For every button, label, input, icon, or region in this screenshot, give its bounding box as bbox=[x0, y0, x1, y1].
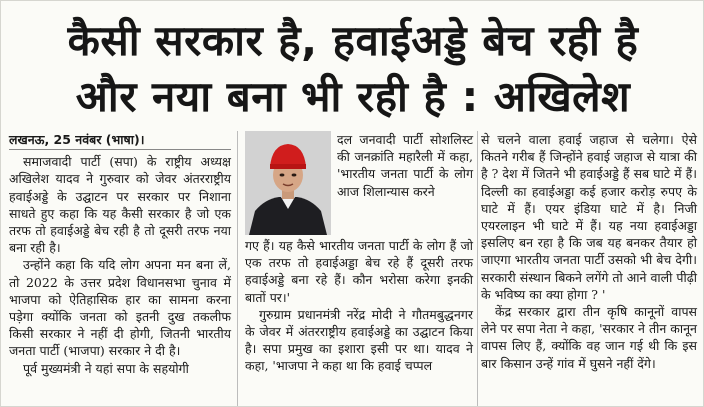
column-1-paragraph-2: उन्होंने कहा कि यदि लोग अपना मन बना लें, तो 2022 के उत्तर प्रदेश विधानसभा चुनाव में भाजपा को ऐतिहासिक हार का सामना करना पड़ेगा क्योंकि जनता को इतनी दुख तकलीफ किसी सरकार ने नहीं दी होगी, जितनी भारतीय जनता पार्टी (भाजपा) सरकार ने दी है। bbox=[9, 257, 231, 359]
portrait-photo bbox=[245, 131, 331, 235]
column-2-paragraph-2: गुरुग्राम प्रधानमंत्री नरेंद्र मोदी ने गौतमबुद्धनगर के जेवर में अंतरराष्ट्रीय हवाईअड्डे का उद्घाटन किया है। सपा प्रमुख का इशारा इसी पर था। यादव ने कहा, 'भाजपा ने कहा था कि हवाई चप्पल bbox=[245, 306, 473, 374]
column-1-paragraph-1: समाजवादी पार्टी (सपा) के राष्ट्रीय अध्यक्ष अखिलेश यादव ने गुरुवार को जेवर अंतरराष्ट्रीय हवाईअड्डे के उद्घाटन पर सरकार पर निशाना साधते हुए कहा कि यह कैसी सरकार है जो एक तरफ तो हवाईअड्डे बेच रही है तो दूसरी तरफ नया बना रही है। bbox=[9, 154, 231, 256]
headline-line-2: और नया बना भी रही है : अखिलेश bbox=[75, 72, 631, 121]
column-3 bbox=[481, 131, 697, 372]
headline bbox=[1, 1, 704, 129]
column-2-top bbox=[337, 131, 473, 200]
portrait-photo-icon bbox=[245, 131, 331, 235]
column-2-paragraph-1: गए हैं। यह कैसे भारतीय जनता पार्टी के लोग हैं जो एक तरफ तो हवाईअड्डा बेच रहे हैं दूसरी तरफ हवाईअड्डे बना रहे हैं। कौन भरोसा करेगा इनकी बातों पर।' bbox=[245, 238, 473, 305]
column-1-paragraph-3: पूर्व मुख्यमंत्री ने यहां सपा के सहयोगी bbox=[23, 360, 189, 376]
column-1 bbox=[9, 131, 231, 377]
column-2 bbox=[245, 237, 473, 375]
column-3-paragraph-1: से चलने वाला हवाई जहाज से चलेगा। ऐसे कितने गरीब हैं जिन्होंने हवाई जहाज से यात्रा की है ? देश में जितने भी हवाईअड्डे हैं सब घाटे में हैं। दिल्ली का हवाईअड्डा कई हजार करोड़ रुपए के घाटे में हैं। एयर इंडिया घाटे में है। निजी एयरलाइन भी घाटे में हैं। यह नया हवाईअड्डा इसलिए बन रहा है कि जब यह बनकर तैयार हो जाएगा भारतीय जनता पार्टी उसको भी बेच देगी। सरकारी संस्थान बिकने लगेंगे तो आने वाली पीढ़ी के भविष्य का क्या होगा ? ' bbox=[481, 132, 697, 302]
dateline: लखनऊ, 25 नवंबर (भाषा)। bbox=[9, 131, 231, 150]
column-divider bbox=[237, 131, 238, 407]
column-2-top-text: दल जनवादी पार्टी सोशलिस्ट की जनक्रांति महारैली में कहा, 'भारतीय जनता पार्टी के लोग आज शिलान्यास करने bbox=[337, 132, 473, 199]
column-3-paragraph-2: केंद्र सरकार द्वारा तीन कृषि कानूनों वापस लेने पर सपा नेता ने कहा, 'सरकार ने तीन कानून वापस लिए हैं, क्योंकि वह जान गई थी कि इस बार किसान उन्हें गांव में घुसने नहीं देंगे। bbox=[481, 304, 697, 371]
column-divider bbox=[477, 131, 478, 407]
headline-line-1: कैसी सरकार है, हवाईअड्डे बेच रही है bbox=[67, 16, 639, 65]
